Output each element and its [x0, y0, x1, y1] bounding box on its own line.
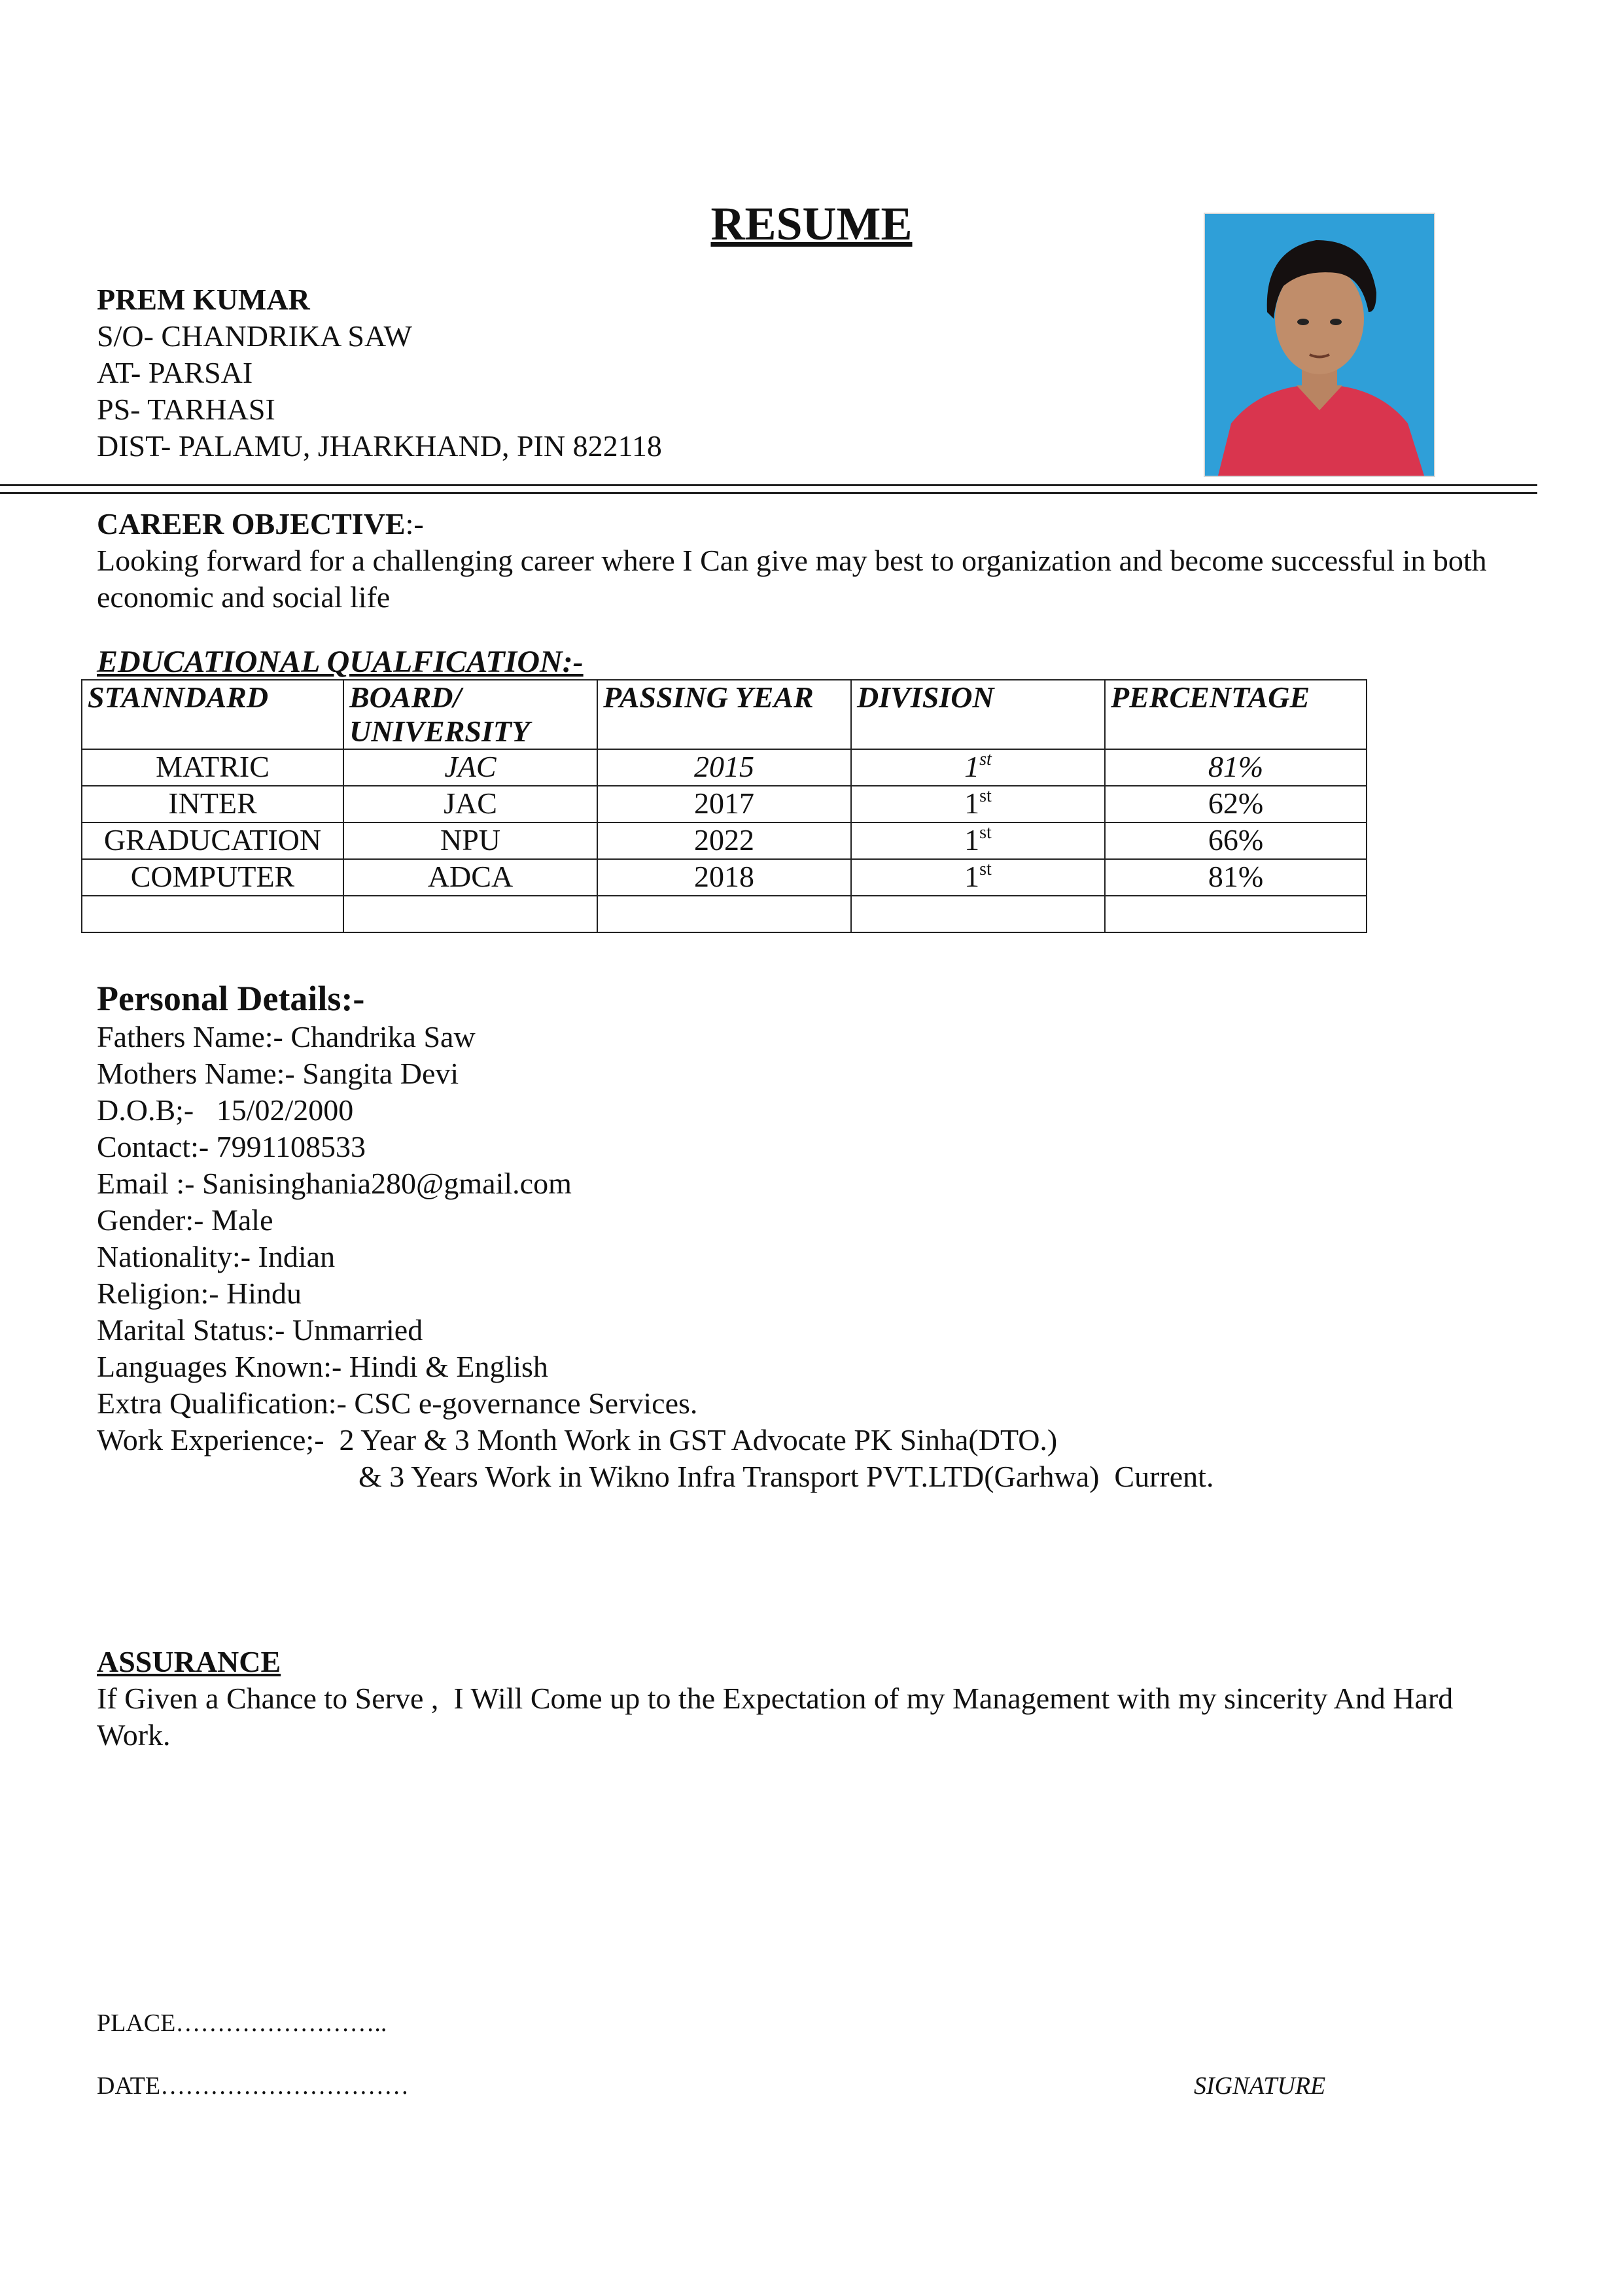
- header-divider-top: [0, 484, 1537, 486]
- gender: Gender:- Male: [97, 1203, 273, 1237]
- career-objective-heading: CAREER OBJECTIVE: [97, 507, 406, 540]
- cell-percentage: 81%: [1105, 859, 1367, 896]
- signature-label: SIGNATURE: [1194, 2072, 1326, 2100]
- division-value: 1: [964, 786, 980, 820]
- village-line: AT- PARSAI: [97, 356, 253, 389]
- work-experience: Work Experience;- 2 Year & 3 Month Work in GST Advocate PK Sinha(DTO.): [97, 1423, 1058, 1457]
- column-header-division: DIVISION: [851, 680, 1105, 749]
- career-objective-text: Looking forward for a challenging career where I Can give may best to organization and become successful in both economic and social life: [97, 544, 1487, 614]
- assurance-section: [97, 1644, 1523, 1754]
- cell-board: ADCA: [343, 859, 597, 896]
- cell-board: JAC: [343, 749, 597, 786]
- applicant-address-block: [97, 281, 662, 465]
- education-heading: EDUCATIONAL QUALFICATION:-: [97, 645, 584, 679]
- place-field: PLACE……………………..: [97, 2009, 387, 2037]
- table-row: [82, 859, 1367, 896]
- table-row: [82, 786, 1367, 822]
- cell-year: 2015: [597, 749, 851, 786]
- nationality: Nationality:- Indian: [97, 1240, 336, 1273]
- cell-standard: GRADUCATION: [82, 822, 343, 859]
- division-value: 1: [964, 860, 980, 893]
- contact-number: Contact:- 7991108533: [97, 1130, 366, 1163]
- cell-year: 2022: [597, 822, 851, 859]
- cell-year: 2018: [597, 859, 851, 896]
- division-suffix: st: [979, 859, 992, 879]
- cell-year: 2017: [597, 786, 851, 822]
- date-of-birth: D.O.B;- 15/02/2000: [97, 1093, 354, 1127]
- career-objective-section: [97, 506, 1536, 616]
- personal-details-section: [97, 978, 1213, 1495]
- fathers-name: Fathers Name:- Chandrika Saw: [97, 1020, 476, 1053]
- cell-empty: [1105, 896, 1367, 932]
- cell-percentage: 81%: [1105, 749, 1367, 786]
- column-header-passing-year: PASSING YEAR: [597, 680, 851, 749]
- cell-division: [851, 822, 1105, 859]
- cell-percentage: 62%: [1105, 786, 1367, 822]
- applicant-name: PREM KUMAR: [97, 283, 310, 316]
- cell-empty: [82, 896, 343, 932]
- table-row: [82, 822, 1367, 859]
- religion: Religion:- Hindu: [97, 1277, 302, 1310]
- career-objective-suffix: :-: [405, 507, 424, 540]
- cell-empty: [597, 896, 851, 932]
- division-suffix: st: [979, 749, 992, 769]
- table-row-empty: [82, 896, 1367, 932]
- extra-qualification: Extra Qualification:- CSC e-governance Services.: [97, 1386, 698, 1420]
- portrait-illustration: [1205, 214, 1434, 476]
- email-address: Email :- Sanisinghania280@gmail.com: [97, 1167, 572, 1200]
- cell-board: JAC: [343, 786, 597, 822]
- cell-division: [851, 786, 1105, 822]
- cell-board: NPU: [343, 822, 597, 859]
- police-station-line: PS- TARHASI: [97, 393, 275, 426]
- cell-empty: [343, 896, 597, 932]
- division-value: 1: [964, 750, 980, 783]
- father-line: S/O- CHANDRIKA SAW: [97, 319, 412, 353]
- division-suffix: st: [979, 822, 992, 843]
- cell-division: [851, 859, 1105, 896]
- header-divider-bottom: [0, 492, 1537, 494]
- applicant-photo: [1204, 213, 1435, 477]
- division-value: 1: [964, 823, 980, 857]
- marital-status: Marital Status:- Unmarried: [97, 1313, 423, 1347]
- column-header-board: BOARD/ UNIVERSITY: [343, 680, 597, 749]
- work-experience-continued: & 3 Years Work in Wikno Infra Transport PVT.LTD(Garhwa) Current.: [358, 1460, 1214, 1493]
- education-table: [81, 679, 1367, 933]
- cell-percentage: 66%: [1105, 822, 1367, 859]
- division-suffix: st: [979, 786, 992, 806]
- cell-standard: MATRIC: [82, 749, 343, 786]
- cell-standard: INTER: [82, 786, 343, 822]
- date-field: DATE…………………………: [97, 2072, 410, 2100]
- resume-title: RESUME: [710, 198, 913, 250]
- cell-standard: COMPUTER: [82, 859, 343, 896]
- column-header-standard: STANNDARD: [82, 680, 343, 749]
- cell-division: [851, 749, 1105, 786]
- education-header-row: [82, 680, 1367, 749]
- column-header-percentage: PERCENTAGE: [1105, 680, 1367, 749]
- languages-known: Languages Known:- Hindi & English: [97, 1350, 548, 1383]
- district-line: DIST- PALAMU, JHARKHAND, PIN 822118: [97, 429, 662, 463]
- table-row: [82, 749, 1367, 786]
- personal-details-suffix: :-: [341, 979, 365, 1018]
- mothers-name: Mothers Name:- Sangita Devi: [97, 1057, 459, 1090]
- assurance-text: If Given a Chance to Serve , I Will Come up to the Expectation of my Management with my sincerity And Hard Work.: [97, 1682, 1460, 1752]
- cell-empty: [851, 896, 1105, 932]
- assurance-heading: ASSURANCE: [97, 1645, 281, 1678]
- personal-details-heading: Personal Details: [97, 979, 341, 1018]
